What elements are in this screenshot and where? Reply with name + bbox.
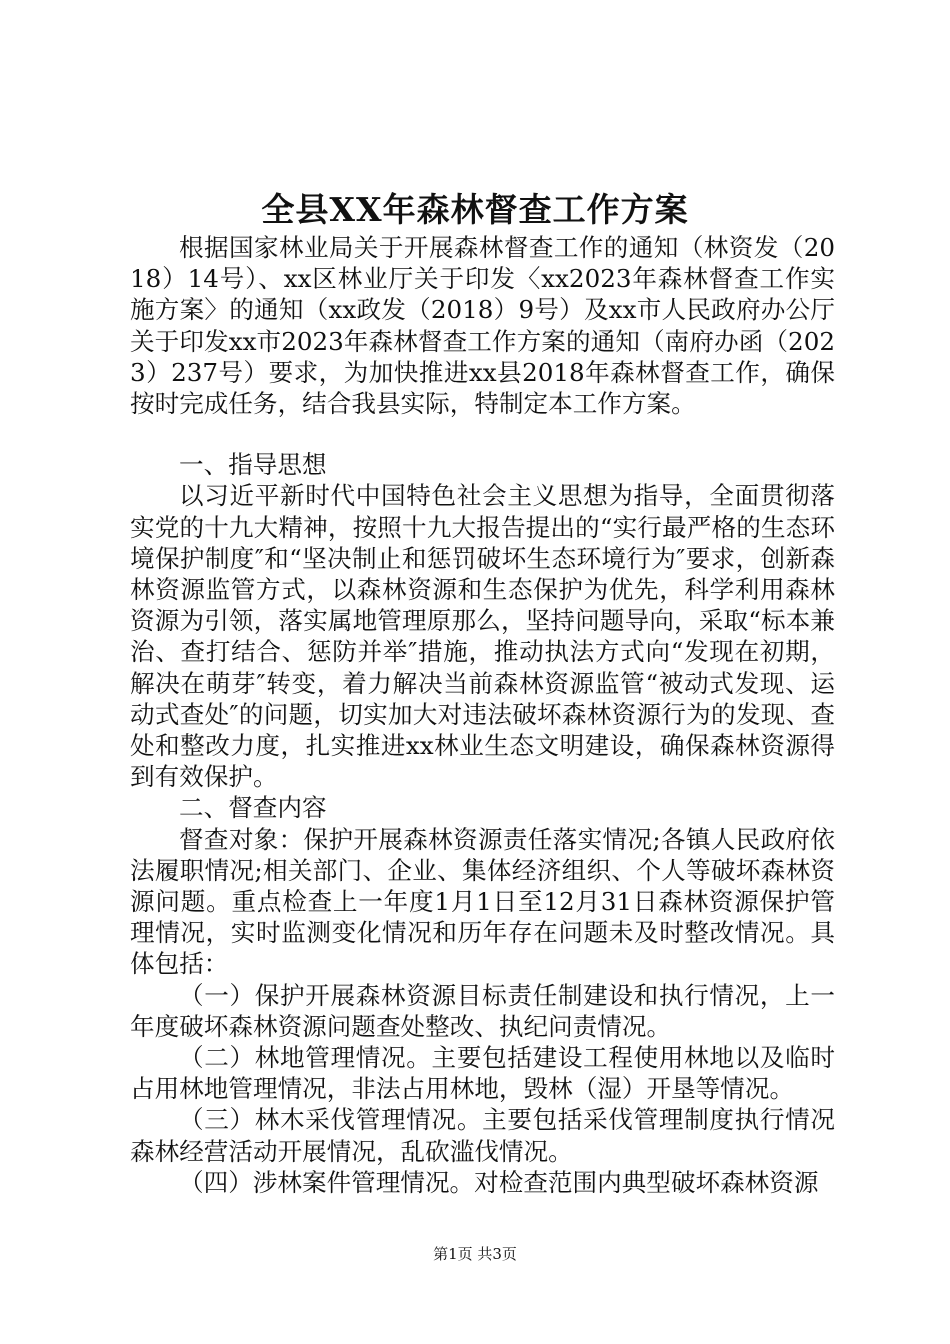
- list-item: （二）林地管理情况。主要包括建设工程使用林地以及临时占用林地管理情况，非法占用林地，毁林（湿）开垦等情况。: [130, 1043, 835, 1104]
- list-item: （四）涉林案件管理情况。对检查范围内典型破坏森林资源: [179, 1167, 819, 1197]
- list-item: （一）保护开展森林资源目标责任制建设和执行情况，上一年度破坏森林资源问题查处整改、执纪问责情况。: [130, 980, 835, 1041]
- page-title: 全县XX年森林督查工作方案: [261, 190, 689, 229]
- section-heading-guiding-ideology: 一、指导思想: [179, 450, 327, 480]
- intro-paragraph: 根据国家林业局关于开展森林督查工作的通知（林资发（2018）14号）、xx区林业厅关于印发〈xx2023年森林督查工作实施方案〉的通知（xx政发（2018）9号）及xx市人民政府办公厅关于印发xx市2023年森林督查工作方案的通知（南府办函（2023）237号）要求，为加快推进xx县2018年森林督查工作，确保按时完成任务，结合我县实际，特制定本工作方案。: [130, 233, 835, 419]
- list-item: （三）林木采伐管理情况。主要包括采伐管理制度执行情况森林经营活动开展情况，乱砍滥伐情况。: [130, 1105, 835, 1166]
- document-body: [130, 232, 835, 1198]
- section-paragraph-inspection-content: 督查对象：保护开展森林资源责任落实情况;各镇人民政府依法履职情况;相关部门、企业、集体经济组织、个人等破坏森林资源问题。重点检查上一年度1月1日至12月31日森林资源保护管理情况，实时监测变化情况和历年存在问题未及时整改情况。具体包括：: [130, 824, 835, 979]
- spacer: [130, 419, 835, 449]
- page-number: 第1页 共3页: [433, 1245, 517, 1263]
- section-paragraph-guiding-ideology: 以习近平新时代中国特色社会主义思想为指导，全面贯彻落实党的十九大精神，按照十九大报告提出的“实行最严格的生态环境保护制度″和“坚决制止和惩罚破坏生态环境行为″要求，创新森林资源监管方式，以森林资源和生态保护为优先，科学利用森林资源为引领，落实属地管理原那么，坚持问题导向，采取“标本兼治、查打结合、惩防并举″措施，推动执法方式向“发现在初期，解决在萌芽″转变，着力解决当前森林资源监管“被动式发现、运动式查处″的问题，切实加大对违法破坏森林资源行为的发现、查处和整改力度，扎实推进xx林业生态文明建设，确保森林资源得到有效保护。: [130, 481, 835, 792]
- section-heading-inspection-content: 二、督查内容: [179, 793, 327, 823]
